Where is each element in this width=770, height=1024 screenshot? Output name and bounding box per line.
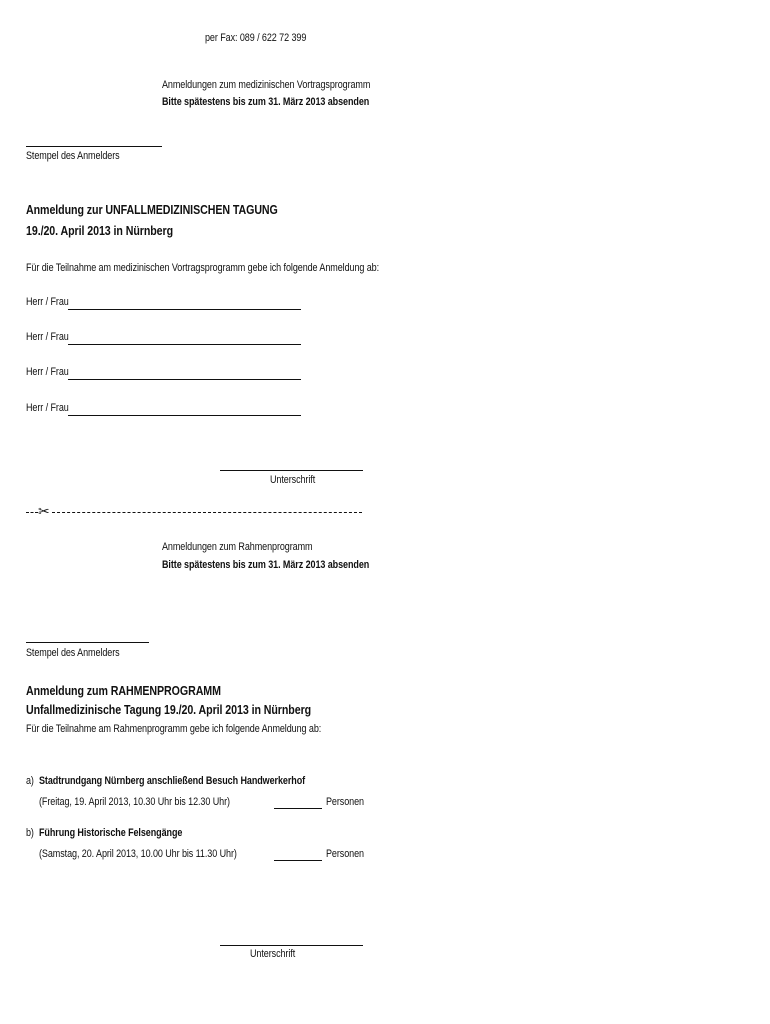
attendee-name-line[interactable] <box>68 309 301 310</box>
option-title: Stadtrundgang Nürnberg anschließend Besuch Handwerkerhof <box>39 775 306 787</box>
attendee-label: Herr / Frau <box>26 366 69 378</box>
program-title-line1: Anmeldung zum RAHMENPROGRAMM <box>26 683 221 698</box>
stamp-label-1: Stempel des Anmelders <box>26 150 120 162</box>
option-title: Führung Historische Felsengänge <box>39 827 183 839</box>
program-deadline: Bitte spätestens bis zum 31. März 2013 absenden <box>162 559 370 571</box>
stamp-label-2: Stempel des Anmelders <box>26 647 120 659</box>
attendee-label: Herr / Frau <box>26 402 69 414</box>
attendee-name-line[interactable] <box>68 344 301 345</box>
lecture-intro: Für die Teilnahme am medizinischen Vortragsprogramm gebe ich folgende Anmeldung ab: <box>26 262 380 274</box>
fax-number: per Fax: 089 / 622 72 399 <box>205 32 307 44</box>
stamp-line-1 <box>26 146 162 147</box>
persons-count-line[interactable] <box>274 860 322 861</box>
cut-line-left <box>26 512 38 513</box>
persons-unit: Personen <box>326 796 364 808</box>
option-detail: (Freitag, 19. April 2013, 10.30 Uhr bis 12.30 Uhr) <box>39 796 230 808</box>
signature-label-2: Unterschrift <box>250 948 296 960</box>
program-intro: Für die Teilnahme am Rahmenprogramm gebe ich folgende Anmeldung ab: <box>26 723 322 735</box>
signature-label-1: Unterschrift <box>270 474 316 486</box>
attendee-name-line[interactable] <box>68 379 301 380</box>
lecture-deadline: Bitte spätestens bis zum 31. März 2013 absenden <box>162 96 370 108</box>
program-registration-note: Anmeldungen zum Rahmenprogramm <box>162 541 313 553</box>
program-title-line2: Unfallmedizinische Tagung 19./20. April 2013 in Nürnberg <box>26 702 312 717</box>
attendee-name-line[interactable] <box>68 415 301 416</box>
scissors-icon: ✂ <box>38 504 50 520</box>
persons-unit: Personen <box>326 848 364 860</box>
lecture-title-line2: 19./20. April 2013 in Nürnberg <box>26 223 174 238</box>
stamp-line-2 <box>26 642 149 643</box>
signature-line-1[interactable] <box>220 470 363 471</box>
signature-line-2[interactable] <box>220 945 363 946</box>
attendee-label: Herr / Frau <box>26 296 69 308</box>
option-marker: b) <box>26 827 34 839</box>
lecture-registration-note: Anmeldungen zum medizinischen Vortragsprogramm <box>162 79 371 91</box>
attendee-label: Herr / Frau <box>26 331 69 343</box>
persons-count-line[interactable] <box>274 808 322 809</box>
cut-line-right <box>52 512 362 513</box>
lecture-title-line1: Anmeldung zur UNFALLMEDIZINISCHEN TAGUNG <box>26 202 278 217</box>
option-marker: a) <box>26 775 34 787</box>
option-detail: (Samstag, 20. April 2013, 10.00 Uhr bis 11.30 Uhr) <box>39 848 237 860</box>
